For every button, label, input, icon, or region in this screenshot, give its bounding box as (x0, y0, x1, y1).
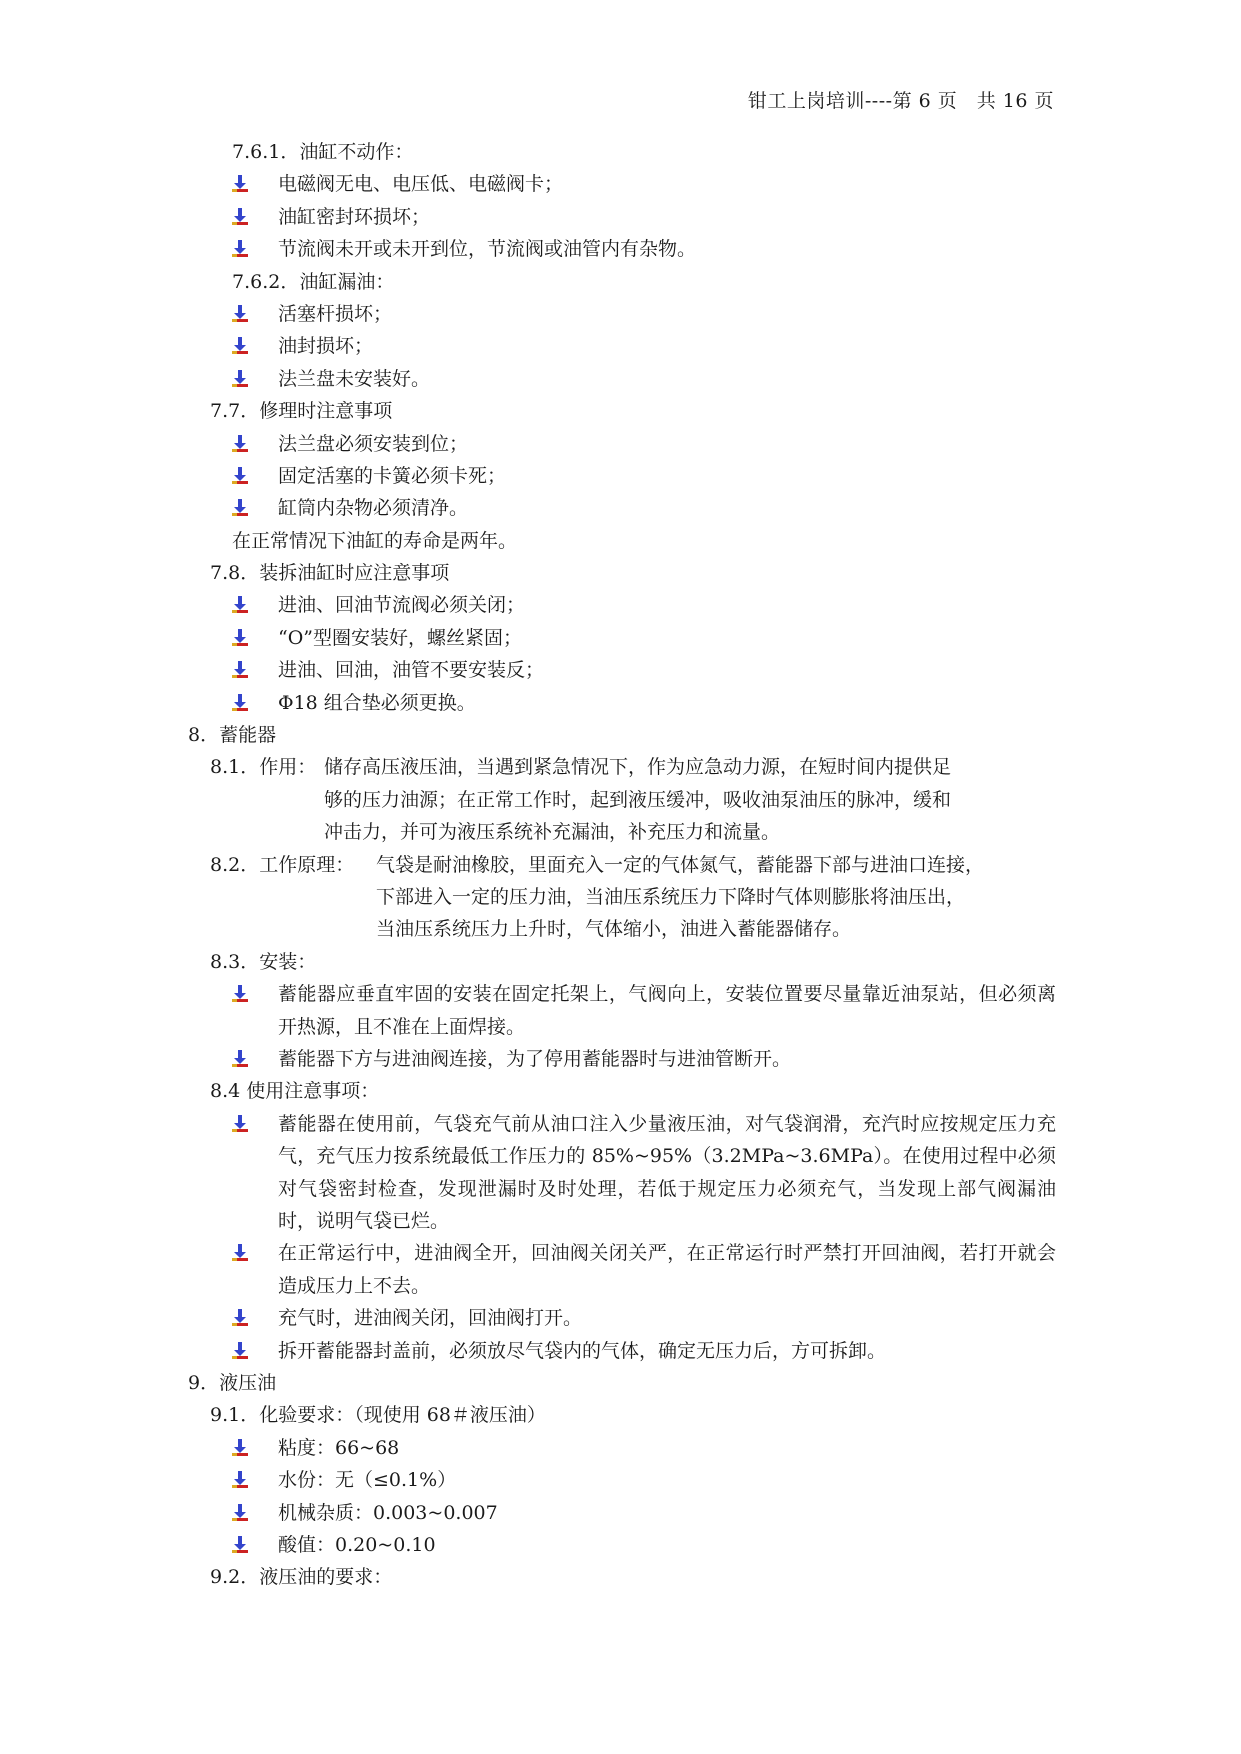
list-item-text: 活塞杆损坏； (278, 302, 393, 325)
list-item (0, 168, 1241, 200)
list-item-text: 蓄能器应垂直牢固的安装在固定托架上，气阀向上，安装位置要尽量靠近油泵站，但必须离开热源，且不准在上面焊接。 (278, 983, 1056, 1038)
list-item-text: 酸值：0.20~0.10 (278, 1533, 436, 1556)
arrow-bullet-icon (232, 175, 248, 193)
list-item (0, 1043, 1241, 1075)
list-item-text: 蓄能器在使用前，气袋充气前从油口注入少量液压油，对气袋润滑，充汽时应按规定压力充气，充气压力按系统最低工作压力的 85%~95%（3.2MPa~3.6MPa）。在使用过程中必须对气袋密封检查，发现泄漏时及时处理，若低于规定压力必须充气，当发现上部气阀漏油时，说明气袋已烂。 (278, 1112, 1056, 1232)
list-item-text: 进油、回油，油管不要安装反； (278, 659, 545, 682)
definition-text: 下部进入一定的压力油，当油压系统压力下降时气体则膨胀将油压出， (376, 885, 966, 908)
list-item-text: 法兰盘未安装好。 (278, 367, 431, 390)
arrow-bullet-icon (232, 370, 248, 388)
chapter-heading: 9．液压油 (188, 1371, 277, 1394)
definition-label: 8.2．工作原理： (210, 853, 355, 876)
definition-text: 够的压力油源；在正常工作时，起到液压缓冲，吸收油泵油压的脉冲，缓和 (324, 788, 952, 811)
page-header: 钳工上岗培训----第 6 页 共 16 页 (747, 90, 1054, 112)
arrow-bullet-icon (232, 499, 248, 517)
section-heading: 9.1．化验要求：（现使用 68＃液压油） (210, 1404, 546, 1427)
list-item-text: 充气时，进油阀关闭，回油阀打开。 (278, 1307, 583, 1330)
arrow-bullet-icon (232, 1439, 248, 1457)
list-item-text: 进油、回油节流阀必须关闭； (278, 594, 526, 617)
list-item-text: 固定活塞的卡簧必须卡死； (278, 464, 507, 487)
arrow-bullet-icon (232, 629, 248, 647)
list-item (0, 1464, 1241, 1496)
section-heading: 7.8．装拆油缸时应注意事项 (210, 562, 450, 585)
list-item (0, 622, 1241, 654)
document-body (0, 136, 1241, 1594)
definition-row (0, 784, 1241, 816)
section-heading: 9.2．液压油的要求： (210, 1566, 393, 1589)
list-item (0, 1108, 1056, 1238)
arrow-bullet-icon (232, 1115, 248, 1133)
definition-row (0, 881, 1241, 913)
list-item (0, 460, 1241, 492)
definition-row (0, 849, 1241, 881)
list-item-text: 水份：无（≤0.1%） (278, 1469, 457, 1492)
chapter-heading: 8．蓄能器 (188, 724, 277, 747)
list-item-text: 电磁阀无电、电压低、电磁阀卡； (278, 173, 564, 196)
arrow-bullet-icon (232, 337, 248, 355)
definition-text: 气袋是耐油橡胶，里面充入一定的气体氮气，蓄能器下部与进油口连接， (376, 853, 985, 876)
arrow-bullet-icon (232, 694, 248, 712)
arrow-bullet-icon (232, 240, 248, 258)
section-heading: 7.6.2．油缸漏油： (232, 270, 395, 293)
list-item-text: 节流阀未开或未开到位，节流阀或油管内有杂物。 (278, 238, 697, 261)
list-item (0, 1497, 1241, 1529)
list-item-text: 在正常运行中，进油阀全开，回油阀关闭关严，在正常运行时严禁打开回油阀，若打开就会造成压力上不去。 (278, 1242, 1056, 1297)
arrow-bullet-icon (232, 1342, 248, 1360)
arrow-bullet-icon (232, 1471, 248, 1489)
list-item-text: 缸筒内杂物必须清净。 (278, 497, 469, 520)
arrow-bullet-icon (232, 661, 248, 679)
arrow-bullet-icon (232, 467, 248, 485)
list-item (0, 1237, 1056, 1302)
list-item-text: 油封损坏； (278, 335, 374, 358)
definition-row (0, 751, 1241, 783)
section-heading: 8.3．安装： (210, 950, 317, 973)
definition-row (0, 913, 1241, 945)
list-item (0, 589, 1241, 621)
arrow-bullet-icon (232, 1244, 248, 1262)
list-item (0, 1432, 1241, 1464)
list-item (0, 654, 1241, 686)
list-item-text: Φ18 组合垫必须更换。 (278, 691, 476, 714)
definition-text: 储存高压液压油，当遇到紧急情况下，作为应急动力源，在短时间内提供足 (324, 756, 952, 779)
list-item (0, 201, 1241, 233)
list-item (0, 233, 1241, 265)
list-item-text: 蓄能器下方与进油阀连接，为了停用蓄能器时与进油管断开。 (278, 1047, 792, 1070)
definition-text: 冲击力，并可为液压系统补充漏油，补充压力和流量。 (324, 821, 781, 844)
list-item (0, 1302, 1241, 1334)
list-item-text: “O”型圈安装好，螺丝紧固； (278, 626, 523, 649)
arrow-bullet-icon (232, 1504, 248, 1522)
section-heading: 7.6.1．油缸不动作： (232, 141, 414, 163)
list-item (0, 978, 1056, 1043)
arrow-bullet-icon (232, 1536, 248, 1554)
list-item (0, 428, 1241, 460)
list-item (0, 330, 1241, 362)
arrow-bullet-icon (232, 985, 248, 1003)
list-item-text: 油缸密封环损坏； (278, 205, 431, 228)
list-item (0, 363, 1241, 395)
definition-row (0, 816, 1241, 848)
list-item (0, 1529, 1241, 1561)
section-heading: 8.4 使用注意事项： (210, 1080, 380, 1103)
arrow-bullet-icon (232, 208, 248, 226)
paragraph: 在正常情况下油缸的寿命是两年。 (232, 529, 518, 552)
arrow-bullet-icon (232, 1050, 248, 1068)
arrow-bullet-icon (232, 435, 248, 453)
list-item (0, 492, 1241, 524)
list-item-text: 法兰盘必须安装到位； (278, 432, 469, 455)
section-heading: 7.7．修理时注意事项 (210, 400, 393, 423)
arrow-bullet-icon (232, 305, 248, 323)
definition-label: 8.1．作用： (210, 756, 317, 779)
arrow-bullet-icon (232, 596, 248, 614)
arrow-bullet-icon (232, 1309, 248, 1327)
definition-text: 当油压系统压力上升时，气体缩小，油进入蓄能器储存。 (376, 918, 852, 941)
list-item-text: 拆开蓄能器封盖前，必须放尽气袋内的气体，确定无压力后，方可拆卸。 (278, 1339, 887, 1362)
list-item (0, 1335, 1241, 1367)
list-item (0, 687, 1241, 719)
list-item-text: 粘度：66~68 (278, 1436, 400, 1459)
list-item (0, 298, 1241, 330)
list-item-text: 机械杂质：0.003~0.007 (278, 1501, 498, 1524)
